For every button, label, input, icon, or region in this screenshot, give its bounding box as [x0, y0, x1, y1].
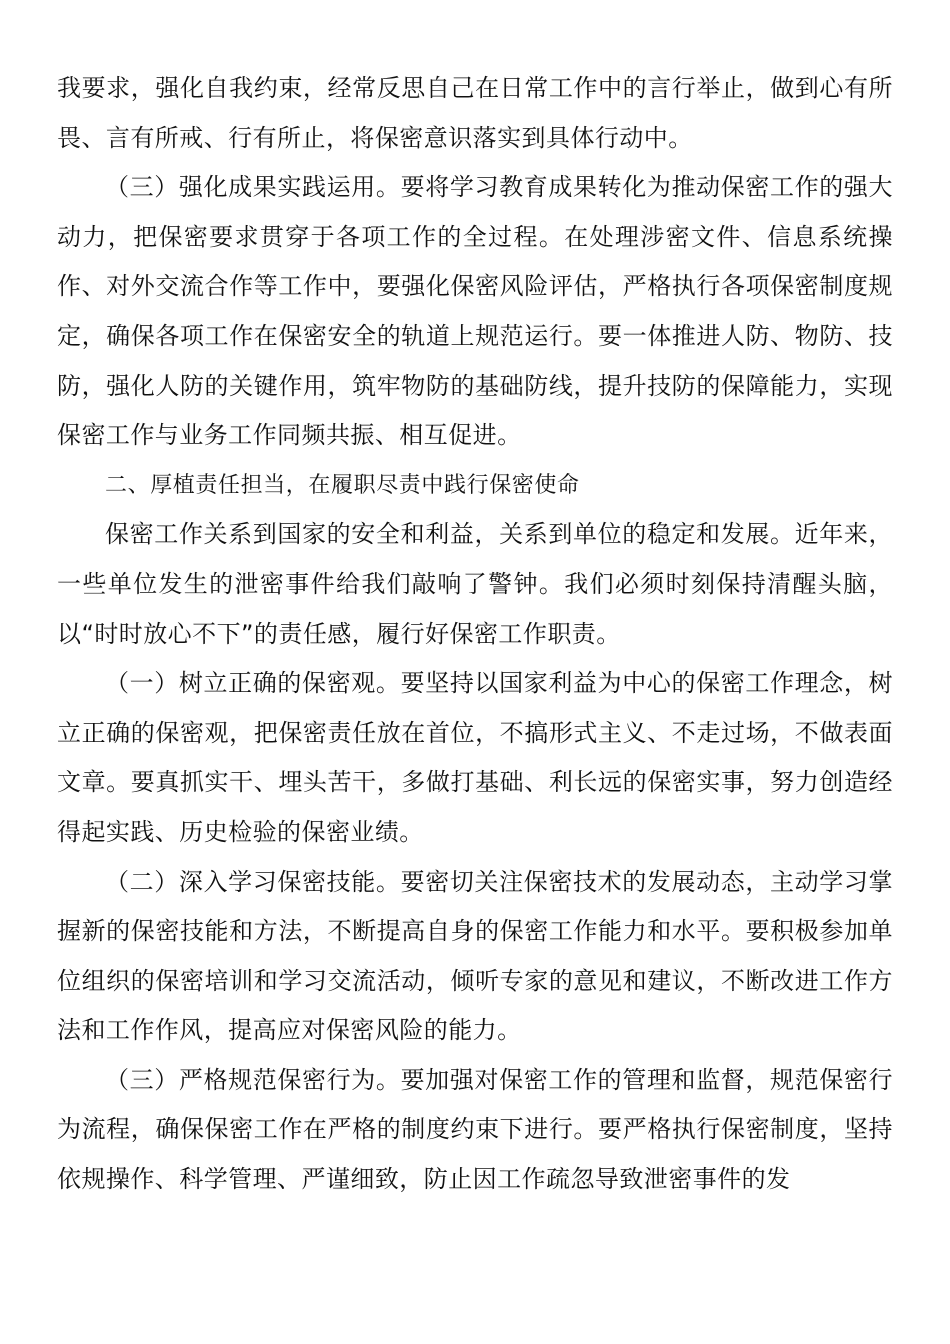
paragraph-correct-view: （一）树立正确的保密观。要坚持以国家利益为中心的保密工作理念，树立正确的保密观，把保密责任放在首位，不搞形式主义、不走过场，不做表面文章。要真抓实干、埋头苦干，多做打基础、利长远的保密实事，努力创造经得起实践、历史检验的保密业绩。 — [57, 669, 893, 846]
paragraph-strengthen-practice: （三）强化成果实践运用。要将学习教育成果转化为推动保密工作的强大动力，把保密要求贯穿于各项工作的全过程。在处理涉密文件、信息系统操作、对外交流合作等工作中，要强化保密风险评估，严格执行各项保密制度规定，确保各项工作在保密安全的轨道上规范运行。要一体推进人防、物防、技防，强化人防的关键作用，筑牢物防的基础防线，提升技防的保障能力，实现保密工作与业务工作同频共振、相互促进。 — [57, 173, 893, 450]
paragraph-regulate-behavior: （三）严格规范保密行为。要加强对保密工作的管理和监督，规范保密行为流程，确保保密工作在严格的制度约束下进行。要严格执行保密制度，坚持依规操作、科学管理、严谨细致，防止因工作疏忽导致泄密事件的发 — [57, 1065, 893, 1194]
document-page — [57, 64, 893, 1205]
paragraph-learn-skills: （二）深入学习保密技能。要密切关注保密技术的发展动态，主动学习掌握新的保密技能和方法，不断提高自身的保密工作能力和水平。要积极参加单位组织的保密培训和学习交流活动，倾听专家的意见和建议，不断改进工作方法和工作作风，提高应对保密风险的能力。 — [57, 867, 893, 1045]
section-heading-two: 二、厚植责任担当，在履职尽责中践行保密使命 — [105, 472, 580, 498]
paragraph-section-intro: 保密工作关系到国家的安全和利益，关系到单位的稳定和发展。近年来，一些单位发生的泄密事件给我们敲响了警钟。我们必须时刻保持清醒头脑，以“时时放心不下”的责任感，履行好保密工作职责。 — [57, 520, 893, 648]
paragraph-continuation: 我要求，强化自我约束，经常反思自己在日常工作中的言行举止，做到心有所畏、言有所戒、行有所止，将保密意识落实到具体行动中。 — [57, 74, 893, 152]
